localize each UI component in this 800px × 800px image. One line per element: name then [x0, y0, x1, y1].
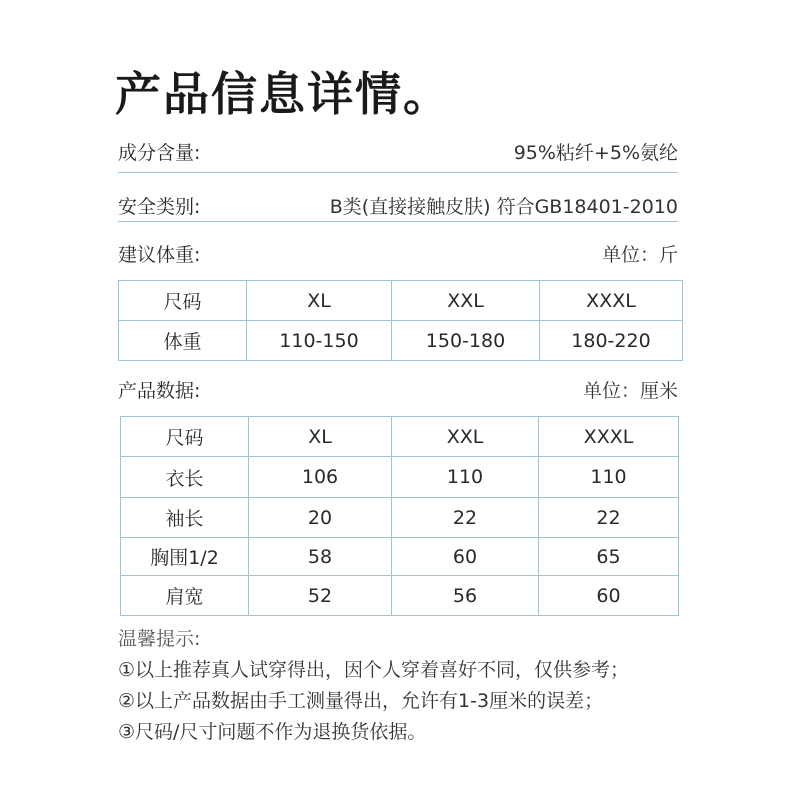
table-cell: 180-220: [540, 321, 683, 361]
safety-row: [118, 188, 678, 222]
composition-label: 成分含量:: [118, 141, 201, 164]
table-row: [121, 538, 679, 576]
weight-unit: 单位：斤: [601, 243, 678, 266]
table-cell: 袖长: [121, 498, 249, 538]
table-row: [121, 457, 679, 498]
tip-item: ②以上产品数据由手工测量得出，允许有1-3厘米的误差；: [118, 690, 604, 712]
table-cell: 体重: [119, 321, 247, 361]
table-cell: 110: [392, 457, 539, 498]
table-cell: 尺码: [119, 281, 247, 321]
table-row: [121, 576, 679, 616]
table-cell: 衣长: [121, 457, 249, 498]
tips-heading: 温馨提示:: [118, 628, 201, 650]
dimensions-label: 产品数据:: [118, 379, 201, 402]
table-row: [121, 417, 679, 457]
safety-label: 安全类别:: [118, 195, 201, 218]
table-cell: 150-180: [392, 321, 540, 361]
dimensions-unit: 单位：厘米: [582, 379, 678, 402]
table-cell: 110-150: [247, 321, 392, 361]
table-cell: 56: [392, 576, 539, 616]
table-cell: XXL: [392, 281, 540, 321]
table-cell: 110: [539, 457, 679, 498]
table-cell: XXL: [392, 417, 539, 457]
dimensions-header: [118, 372, 678, 406]
divider: [118, 221, 678, 222]
table-cell: 65: [539, 538, 679, 576]
table-cell: 20: [249, 498, 392, 538]
table-cell: 106: [249, 457, 392, 498]
weight-table: [118, 280, 683, 361]
table-cell: 尺码: [121, 417, 249, 457]
table-cell: 胸围1/2: [121, 538, 249, 576]
table-cell: 60: [539, 576, 679, 616]
table-cell: 22: [392, 498, 539, 538]
table-cell: 58: [249, 538, 392, 576]
table-row: [121, 498, 679, 538]
table-cell: 52: [249, 576, 392, 616]
table-row: [119, 281, 683, 321]
table-cell: 60: [392, 538, 539, 576]
safety-value: B类(直接接触皮肤) 符合GB18401-2010: [329, 195, 678, 218]
divider: [118, 172, 678, 173]
weight-header: [118, 236, 678, 270]
tip-item: ③尺码/尺寸问题不作为退换货依据。: [118, 721, 427, 743]
composition-value: 95%粘纤+5%氨纶: [513, 141, 678, 164]
table-cell: XL: [247, 281, 392, 321]
table-cell: 肩宽: [121, 576, 249, 616]
page-title: 产品信息详情。: [115, 67, 451, 121]
dimensions-table: [120, 416, 679, 616]
table-cell: XXXL: [539, 417, 679, 457]
table-cell: XL: [249, 417, 392, 457]
weight-label: 建议体重:: [118, 243, 201, 266]
table-cell: XXXL: [540, 281, 683, 321]
table-cell: 22: [539, 498, 679, 538]
composition-row: [118, 134, 678, 168]
tip-item: ①以上推荐真人试穿得出，因个人穿着喜好不同，仅供参考；: [118, 659, 630, 681]
table-row: [119, 321, 683, 361]
